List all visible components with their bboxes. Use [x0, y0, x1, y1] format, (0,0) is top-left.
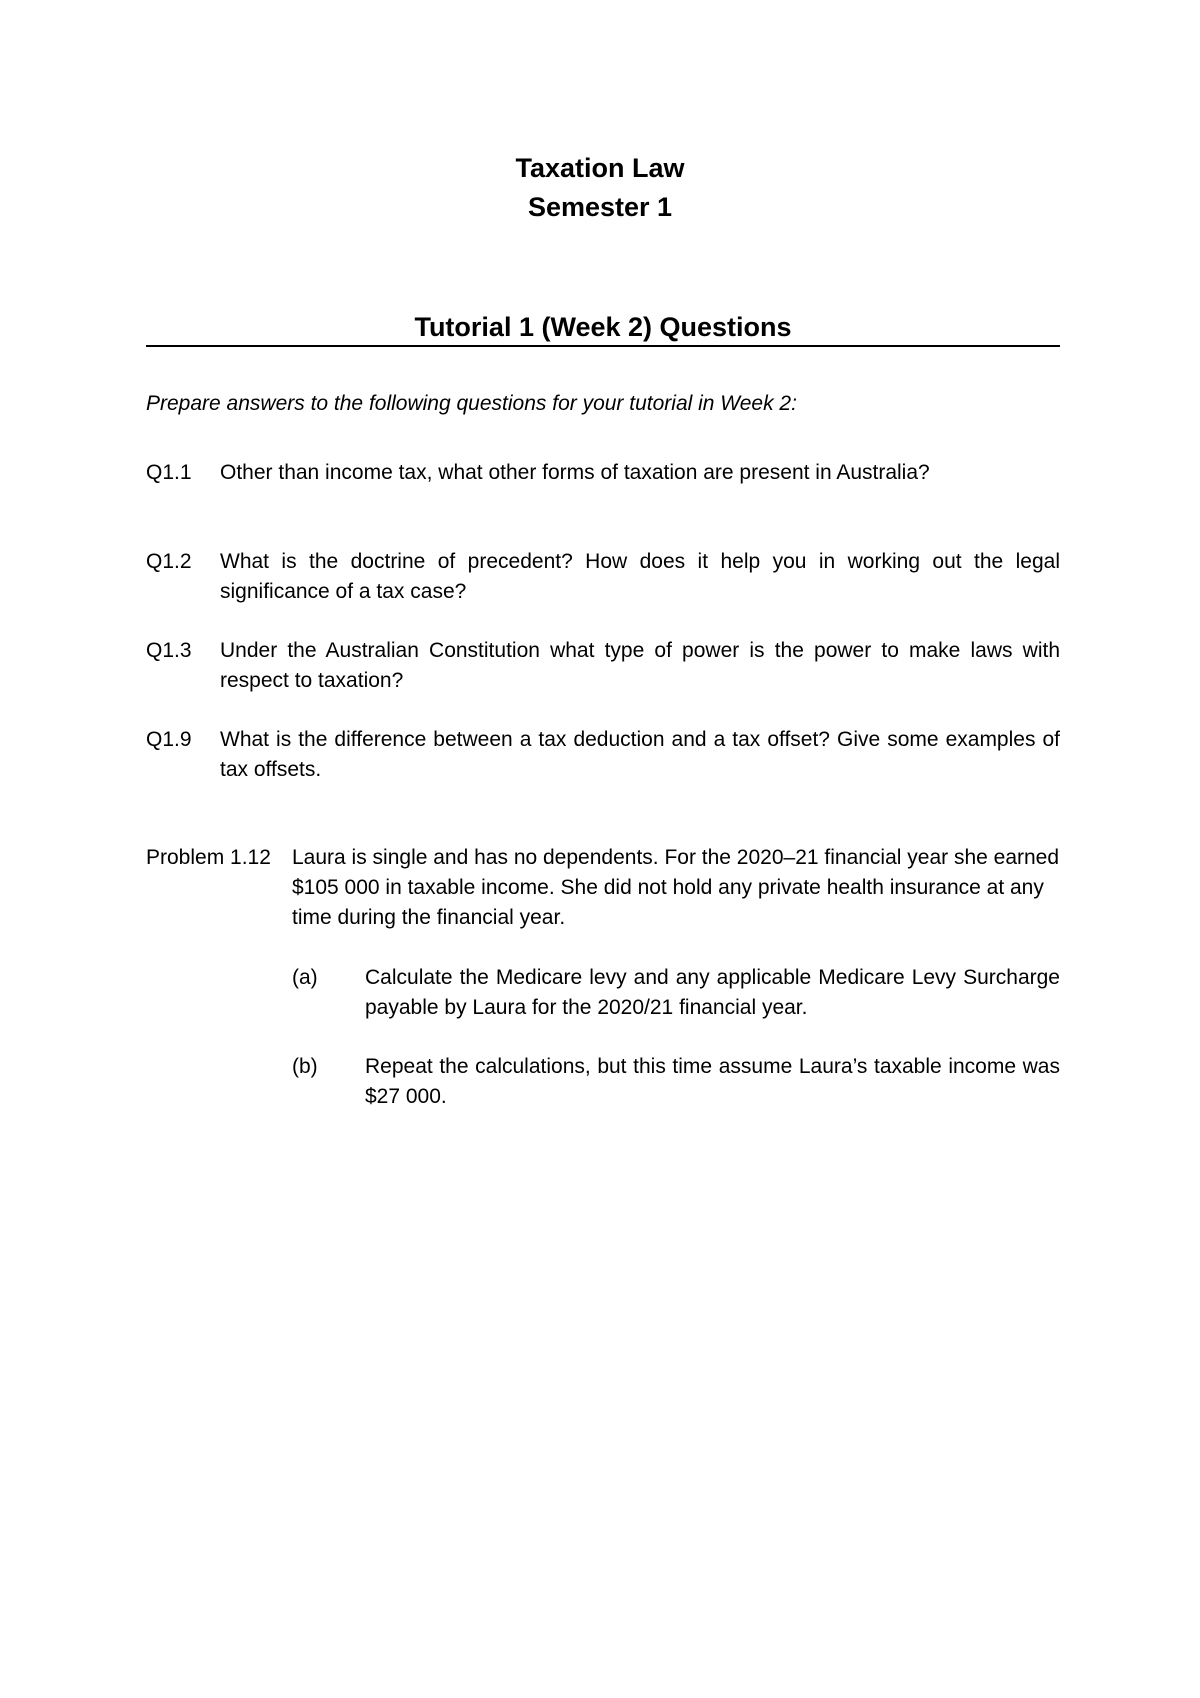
question-number: Q1.2 — [146, 550, 192, 573]
semester-title: Semester 1 — [527, 192, 673, 222]
question-text: What is the difference between a tax deduction and a tax offset? Give some examples of tax offsets. — [220, 728, 1060, 781]
question-text: Other than income tax, what other forms of taxation are present in Australia? — [220, 461, 930, 484]
part-text: Calculate the Medicare levy and any applicable Medicare Levy Surcharge payable by Laura for the 2020/21 financial year. — [365, 966, 1060, 1019]
question-number: Q1.3 — [146, 639, 192, 662]
question-text: What is the doctrine of precedent? How does it help you in working out the legal significance of a tax case? — [220, 550, 1060, 603]
problem-number: Problem 1.12 — [146, 846, 271, 869]
intro-text: Prepare answers to the following questions for your tutorial in Week 2: — [146, 392, 797, 415]
part-label: (b) — [292, 1055, 318, 1078]
tutorial-heading: Tutorial 1 (Week 2) Questions — [414, 312, 792, 342]
part-label: (a) — [292, 966, 318, 989]
part-text: Repeat the calculations, but this time assume Laura’s taxable income was $27 000. — [365, 1055, 1060, 1108]
problem-text: Laura is single and has no dependents. For the 2020–21 financial year she earned $105 000 in taxable income. She did not hold any private health insurance at any time during the financial year. — [292, 846, 1060, 929]
question-number: Q1.9 — [146, 728, 192, 751]
course-title: Taxation Law — [515, 153, 685, 183]
question-text: Under the Australian Constitution what type of power is the power to make laws with respect to taxation? — [220, 639, 1060, 692]
question-number: Q1.1 — [146, 461, 192, 484]
heading-underline — [146, 345, 1060, 347]
